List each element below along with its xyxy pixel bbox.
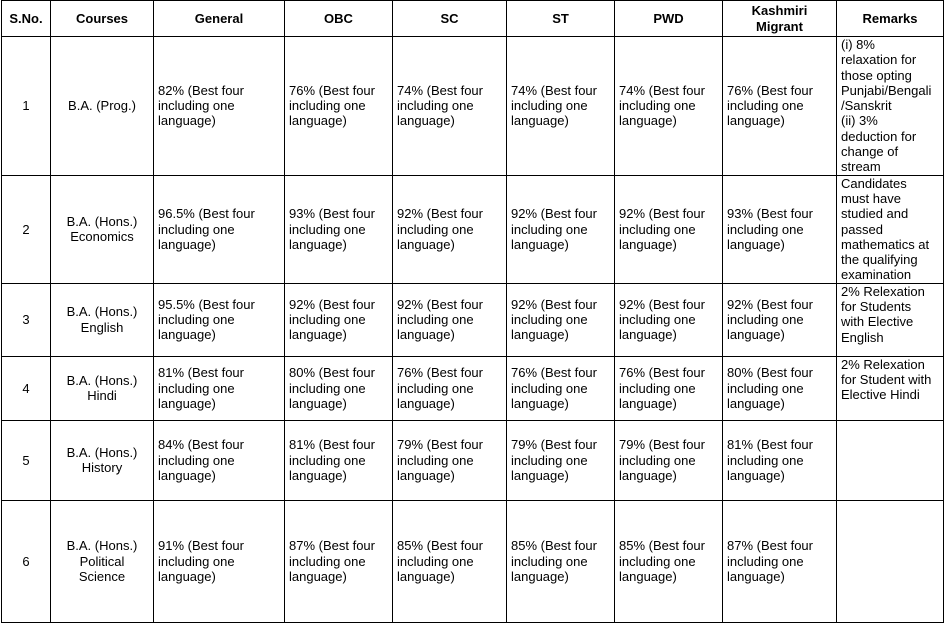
remarks-line: /Sanskrit <box>841 98 892 114</box>
sc-line: language) <box>397 395 455 411</box>
remarks-line: stream <box>841 159 881 175</box>
kashmiri-migrant-line: including one <box>727 380 804 396</box>
sc-line: language) <box>397 327 455 343</box>
sno-cell: 1 <box>2 37 51 176</box>
remarks-cell <box>837 500 944 622</box>
st-line: 92% (Best four <box>511 296 597 312</box>
kashmiri-migrant-line: 76% (Best four <box>727 82 813 98</box>
st-line: language) <box>511 236 569 252</box>
sc-line: language) <box>397 113 455 129</box>
obc-cell <box>285 500 393 622</box>
st-line: 79% (Best four <box>511 437 597 453</box>
sno-cell: 6 <box>2 500 51 622</box>
sc-line: 74% (Best four <box>397 82 483 98</box>
remarks-line: change of <box>841 144 899 160</box>
header-general: General <box>154 1 285 37</box>
course-line: History <box>81 460 123 476</box>
kashmiri-migrant-cell <box>723 500 837 622</box>
st-line: including one <box>511 98 588 114</box>
obc-line: language) <box>289 236 347 252</box>
st-line: including one <box>511 221 588 237</box>
course-line: Hindi <box>87 388 117 404</box>
obc-line: 80% (Best four <box>289 365 375 381</box>
obc-line: 93% (Best four <box>289 206 375 222</box>
header-pwd: PWD <box>615 1 723 37</box>
course-cell <box>51 283 154 356</box>
table-row <box>2 283 944 356</box>
general-line: including one <box>158 452 235 468</box>
remarks-line: those opting <box>841 67 912 83</box>
remarks-cell <box>837 283 944 356</box>
pwd-line: including one <box>619 312 696 328</box>
general-line: including one <box>158 221 235 237</box>
sc-line: 92% (Best four <box>397 206 483 222</box>
pwd-line: including one <box>619 553 696 569</box>
course-line: B.A. (Prog.) <box>68 98 136 114</box>
remarks-line: with Elective <box>841 314 914 330</box>
st-line: 92% (Best four <box>511 206 597 222</box>
general-line: 96.5% (Best four <box>158 206 255 222</box>
kashmiri-migrant-line: language) <box>727 113 785 129</box>
remarks-line: 2% Relexation <box>841 356 925 372</box>
pwd-line: language) <box>619 568 677 584</box>
pwd-line: including one <box>619 380 696 396</box>
st-cell <box>507 283 615 356</box>
kashmiri-migrant-cell <box>723 175 837 283</box>
course-cell <box>51 37 154 176</box>
obc-line: 76% (Best four <box>289 82 375 98</box>
general-line: language) <box>158 467 216 483</box>
sno-cell: 3 <box>2 283 51 356</box>
course-line: Economics <box>70 229 134 245</box>
kashmiri-migrant-line: 93% (Best four <box>727 206 813 222</box>
obc-line: 87% (Best four <box>289 538 375 554</box>
general-line: language) <box>158 395 216 411</box>
table-row <box>2 37 944 176</box>
remarks-line: deduction for <box>841 128 917 144</box>
sc-line: including one <box>397 553 474 569</box>
course-cell <box>51 500 154 622</box>
course-line: English <box>80 319 124 335</box>
obc-line: 92% (Best four <box>289 296 375 312</box>
sc-cell <box>393 283 507 356</box>
table-body <box>2 37 944 623</box>
kashmiri-migrant-line: 80% (Best four <box>727 365 813 381</box>
header-obc: OBC <box>285 1 393 37</box>
sno-cell: 5 <box>2 420 51 500</box>
pwd-cell <box>615 420 723 500</box>
course-line: B.A. (Hons.) <box>66 304 138 320</box>
st-line: language) <box>511 395 569 411</box>
general-line: 81% (Best four <box>158 365 244 381</box>
kashmiri-migrant-cell <box>723 420 837 500</box>
pwd-cell <box>615 500 723 622</box>
pwd-line: including one <box>619 452 696 468</box>
obc-cell <box>285 37 393 176</box>
sno-cell: 2 <box>2 175 51 283</box>
obc-line: including one <box>289 553 366 569</box>
general-line: 84% (Best four <box>158 437 244 453</box>
pwd-line: language) <box>619 395 677 411</box>
obc-cell <box>285 356 393 420</box>
pwd-line: language) <box>619 113 677 129</box>
st-line: 76% (Best four <box>511 365 597 381</box>
header-kashmiri-line1: Kashmiri <box>751 3 808 19</box>
course-line: B.A. (Hons.) <box>66 213 138 229</box>
kashmiri-migrant-line: 92% (Best four <box>727 296 813 312</box>
pwd-line: language) <box>619 327 677 343</box>
remarks-line: English <box>841 329 884 345</box>
general-line: language) <box>158 236 216 252</box>
kashmiri-migrant-line: language) <box>727 327 785 343</box>
sc-cell <box>393 356 507 420</box>
remarks-line: must have <box>841 190 901 206</box>
course-line: B.A. (Hons.) <box>66 372 138 388</box>
sno-cell: 4 <box>2 356 51 420</box>
sc-line: 85% (Best four <box>397 538 483 554</box>
general-cell <box>154 283 285 356</box>
pwd-line: 85% (Best four <box>619 538 705 554</box>
remarks-line: mathematics at <box>841 236 930 252</box>
remarks-line: passed <box>841 221 883 237</box>
table-header <box>2 1 944 37</box>
kashmiri-migrant-line: 87% (Best four <box>727 538 813 554</box>
general-cell <box>154 356 285 420</box>
kashmiri-migrant-line: including one <box>727 98 804 114</box>
st-cell <box>507 37 615 176</box>
kashmiri-migrant-line: language) <box>727 236 785 252</box>
table-row <box>2 175 944 283</box>
pwd-line: language) <box>619 467 677 483</box>
remarks-line: relaxation for <box>841 52 917 68</box>
pwd-line: language) <box>619 236 677 252</box>
sc-cell <box>393 37 507 176</box>
remarks-line: for Student with <box>841 372 932 388</box>
course-line: B.A. (Hons.) <box>66 444 138 460</box>
remarks-line: examination <box>841 267 912 283</box>
sc-cell <box>393 420 507 500</box>
header-courses: Courses <box>51 1 154 37</box>
general-line: 82% (Best four <box>158 82 244 98</box>
kashmiri-migrant-line: including one <box>727 452 804 468</box>
header-st: ST <box>507 1 615 37</box>
remarks-cell <box>837 420 944 500</box>
remarks-line: for Students <box>841 299 912 315</box>
obc-line: including one <box>289 380 366 396</box>
header-kashmiri-migrant <box>723 1 837 37</box>
st-line: 74% (Best four <box>511 82 597 98</box>
obc-cell <box>285 283 393 356</box>
st-cell <box>507 500 615 622</box>
kashmiri-migrant-cell <box>723 37 837 176</box>
table-row <box>2 420 944 500</box>
table-row <box>2 356 944 420</box>
pwd-line: 74% (Best four <box>619 82 705 98</box>
general-cell <box>154 175 285 283</box>
st-line: including one <box>511 452 588 468</box>
general-line: 91% (Best four <box>158 538 244 554</box>
st-line: language) <box>511 467 569 483</box>
remarks-cell <box>837 175 944 283</box>
obc-line: 81% (Best four <box>289 437 375 453</box>
obc-line: including one <box>289 452 366 468</box>
st-line: including one <box>511 553 588 569</box>
header-sc: SC <box>393 1 507 37</box>
obc-line: language) <box>289 327 347 343</box>
kashmiri-migrant-line: 81% (Best four <box>727 437 813 453</box>
sc-line: language) <box>397 467 455 483</box>
st-line: including one <box>511 312 588 328</box>
course-cell <box>51 356 154 420</box>
pwd-line: including one <box>619 98 696 114</box>
general-cell <box>154 500 285 622</box>
st-line: language) <box>511 327 569 343</box>
general-cell <box>154 37 285 176</box>
course-line: Science <box>78 568 126 584</box>
header-sno: S.No. <box>2 1 51 37</box>
obc-line: language) <box>289 568 347 584</box>
general-line: 95.5% (Best four <box>158 296 255 312</box>
general-line: including one <box>158 98 235 114</box>
general-line: language) <box>158 327 216 343</box>
remarks-cell <box>837 37 944 176</box>
general-line: language) <box>158 113 216 129</box>
sc-line: including one <box>397 98 474 114</box>
st-line: including one <box>511 380 588 396</box>
st-cell <box>507 356 615 420</box>
header-row <box>2 1 944 37</box>
obc-cell <box>285 175 393 283</box>
kashmiri-migrant-line: including one <box>727 221 804 237</box>
kashmiri-migrant-cell <box>723 283 837 356</box>
remarks-line: (ii) 3% <box>841 113 878 129</box>
cutoff-table <box>1 0 944 623</box>
obc-line: language) <box>289 395 347 411</box>
sc-line: 79% (Best four <box>397 437 483 453</box>
st-line: 85% (Best four <box>511 538 597 554</box>
st-cell <box>507 175 615 283</box>
remarks-line: 2% Relexation <box>841 283 925 299</box>
sc-line: language) <box>397 236 455 252</box>
sc-line: including one <box>397 452 474 468</box>
kashmiri-migrant-line: language) <box>727 467 785 483</box>
st-line: language) <box>511 568 569 584</box>
course-line: Political <box>79 553 125 569</box>
header-kashmiri-line2: Migrant <box>756 18 803 34</box>
pwd-line: 92% (Best four <box>619 296 705 312</box>
sc-line: including one <box>397 221 474 237</box>
header-remarks: Remarks <box>837 1 944 37</box>
remarks-line: Punjabi/Bengali <box>841 82 932 98</box>
general-line: including one <box>158 380 235 396</box>
sc-line: language) <box>397 568 455 584</box>
obc-line: language) <box>289 467 347 483</box>
sc-cell <box>393 500 507 622</box>
obc-line: including one <box>289 98 366 114</box>
pwd-cell <box>615 356 723 420</box>
pwd-line: 92% (Best four <box>619 206 705 222</box>
obc-line: language) <box>289 113 347 129</box>
pwd-cell <box>615 283 723 356</box>
remarks-line: studied and <box>841 206 909 222</box>
table-row <box>2 500 944 622</box>
kashmiri-migrant-line: language) <box>727 568 785 584</box>
kashmiri-migrant-line: including one <box>727 553 804 569</box>
pwd-line: 79% (Best four <box>619 437 705 453</box>
st-cell <box>507 420 615 500</box>
kashmiri-migrant-line: language) <box>727 395 785 411</box>
general-line: including one <box>158 312 235 328</box>
course-cell <box>51 175 154 283</box>
remarks-cell <box>837 356 944 420</box>
kashmiri-migrant-line: including one <box>727 312 804 328</box>
obc-line: including one <box>289 312 366 328</box>
remarks-line: (i) 8% <box>841 37 875 52</box>
sc-cell <box>393 175 507 283</box>
sc-line: including one <box>397 312 474 328</box>
st-line: language) <box>511 113 569 129</box>
obc-line: including one <box>289 221 366 237</box>
pwd-cell <box>615 175 723 283</box>
course-line: B.A. (Hons.) <box>66 538 138 554</box>
pwd-line: including one <box>619 221 696 237</box>
obc-cell <box>285 420 393 500</box>
sc-line: 76% (Best four <box>397 365 483 381</box>
sc-line: including one <box>397 380 474 396</box>
remarks-line: Candidates <box>841 175 907 191</box>
general-line: including one <box>158 553 235 569</box>
sc-line: 92% (Best four <box>397 296 483 312</box>
kashmiri-migrant-cell <box>723 356 837 420</box>
general-cell <box>154 420 285 500</box>
remarks-line: Elective Hindi <box>841 387 920 403</box>
pwd-cell <box>615 37 723 176</box>
remarks-line: the qualifying <box>841 252 918 268</box>
general-line: language) <box>158 568 216 584</box>
course-cell <box>51 420 154 500</box>
pwd-line: 76% (Best four <box>619 365 705 381</box>
